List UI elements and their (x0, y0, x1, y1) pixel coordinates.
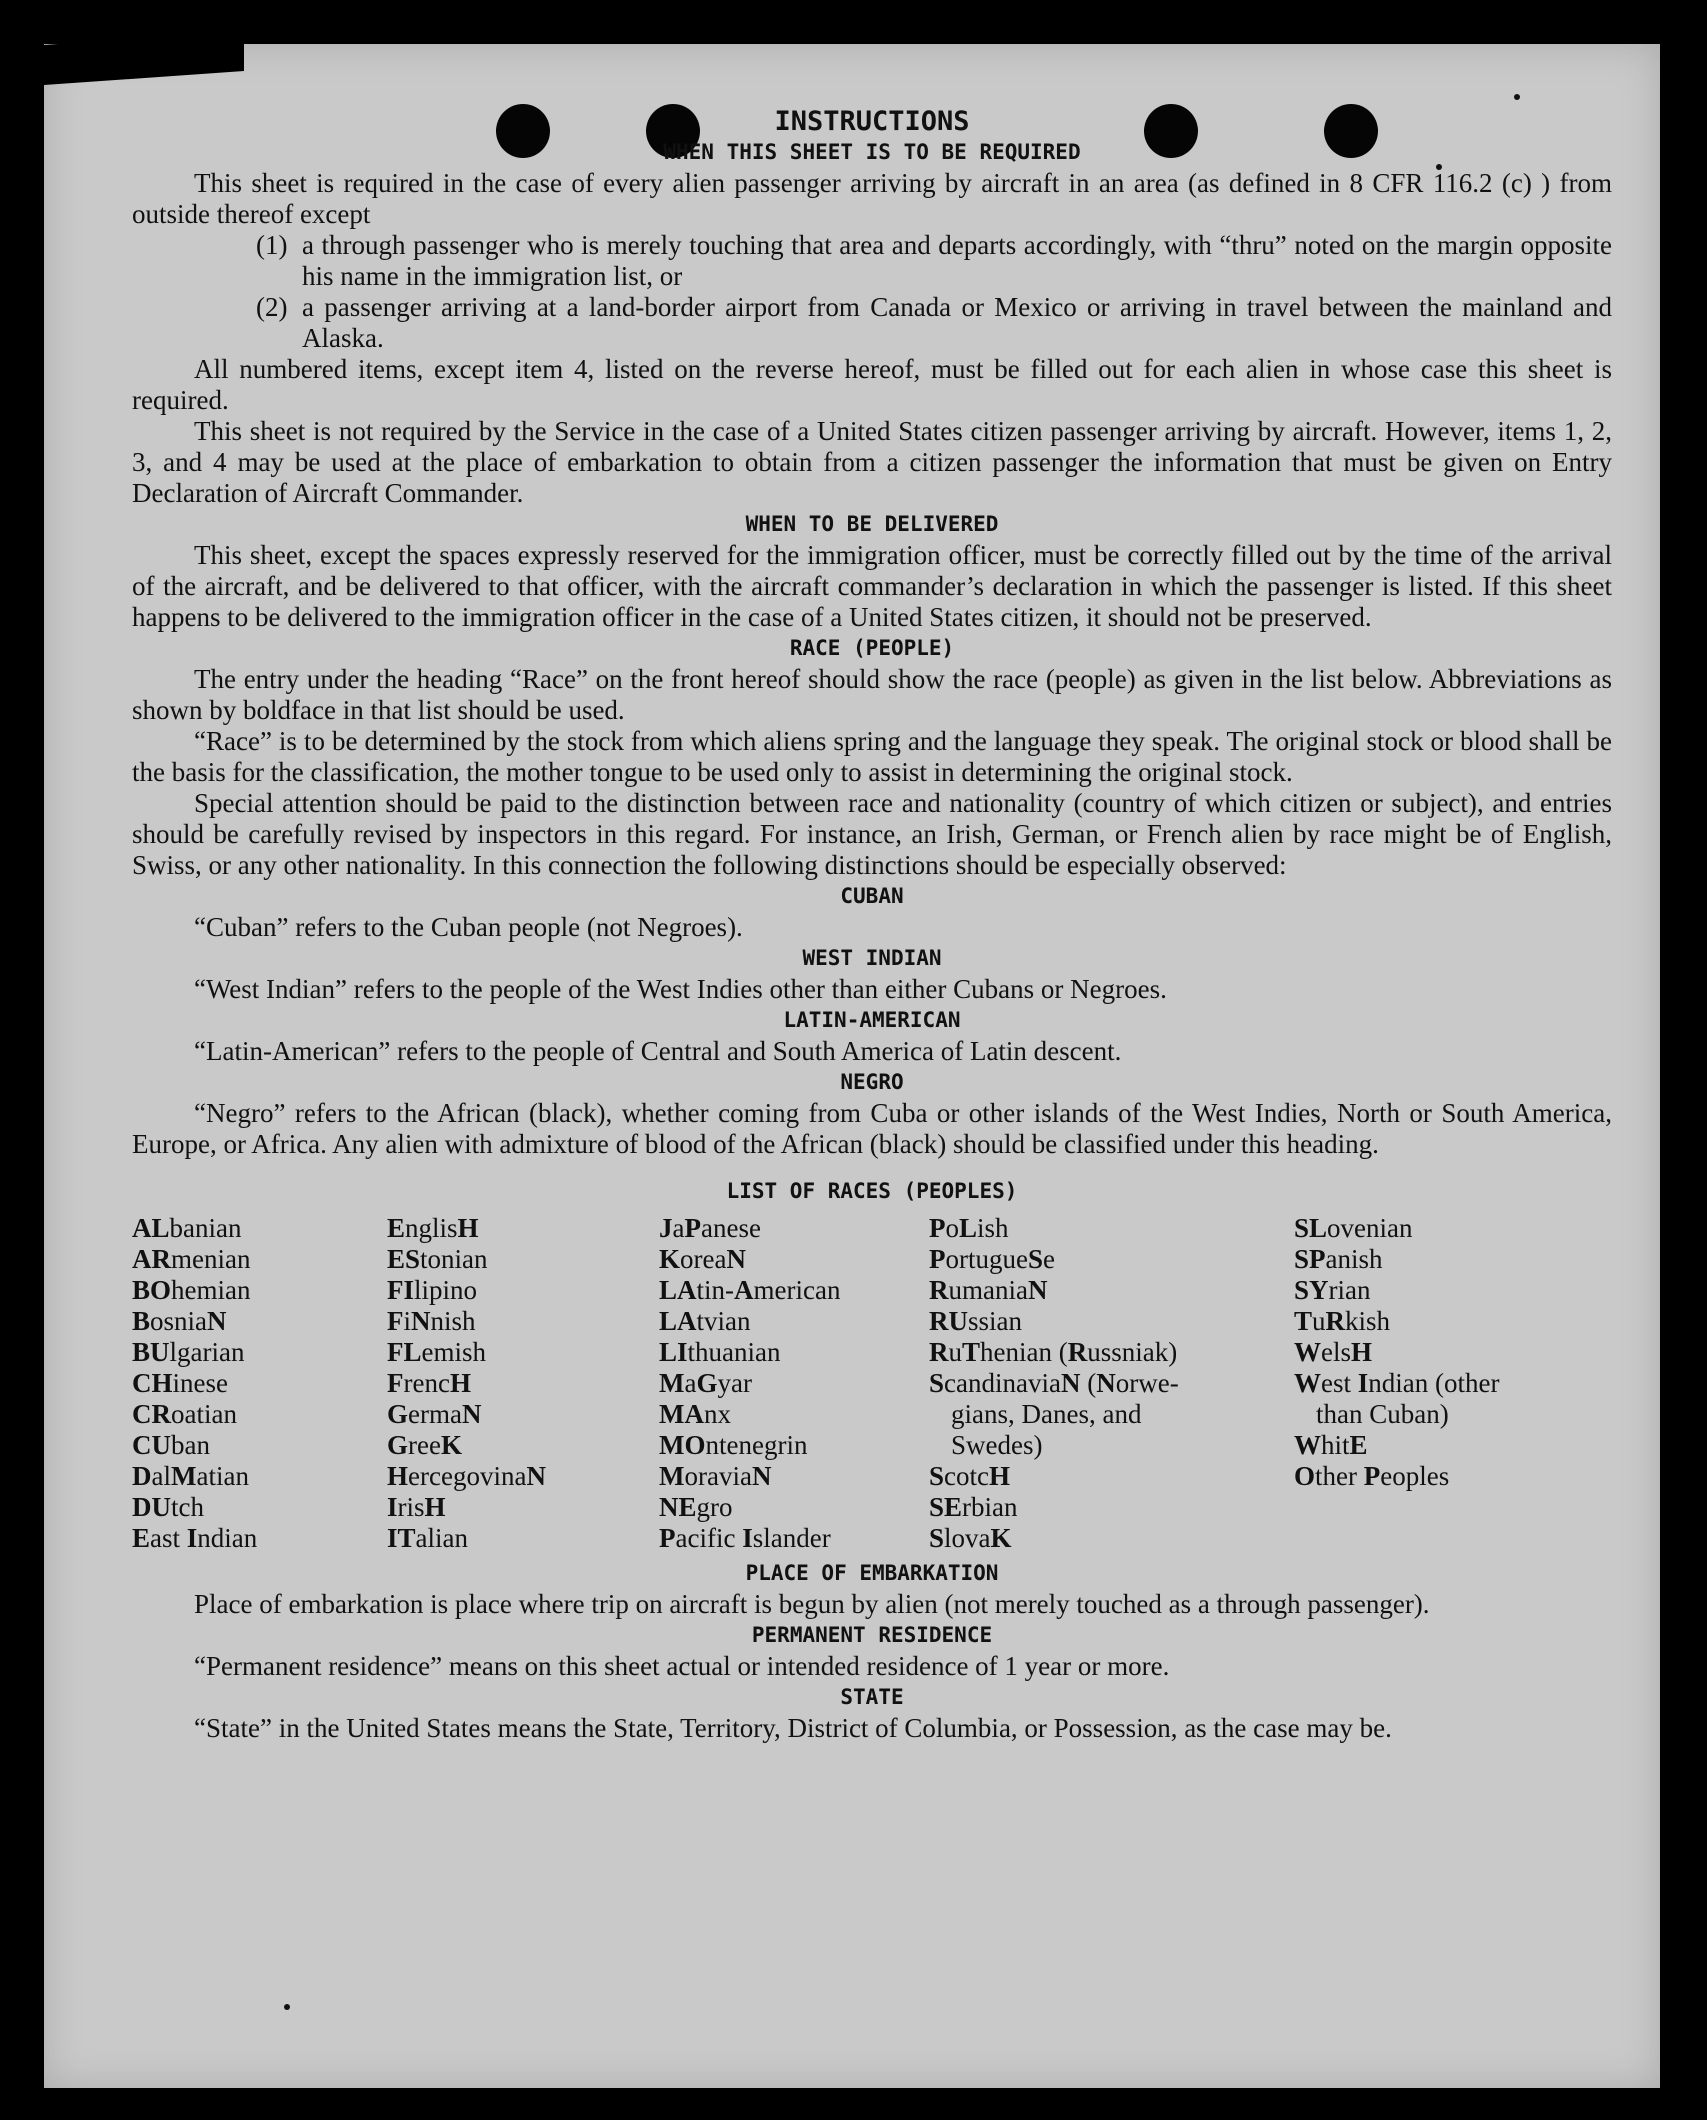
definition-cuban: “Cuban” refers to the Cuban people (not Negroes). (194, 912, 743, 942)
races-column (659, 1213, 929, 1554)
race-entry: GermaN (387, 1399, 482, 1429)
race-entry-continued: than Cuban) (1316, 1399, 1449, 1429)
item-number: (2) (256, 292, 288, 322)
paragraph-race-entry: The entry under the heading “Race” on the front hereof should show the race (people) as given in the list below. Abbreviations as shown by boldface in that list should be used. (132, 664, 1612, 725)
paragraph-race-nationality: Special attention should be paid to the distinction between race and nationality (country of which citizen or subject), and entries should be carefully revised by inspectors in this regard. For instance, an Irish, German, or French alien by race might be of English, Swiss, or any other nationality. In this connection the following distinctions should be especially observed: (132, 788, 1612, 880)
race-entry: DalMatian (132, 1461, 249, 1491)
race-entry: CHinese (132, 1368, 228, 1398)
race-entry: WelsH (1294, 1337, 1373, 1367)
race-entry: Pacific Islander (659, 1523, 831, 1553)
heading-west-indian: WEST INDIAN (802, 946, 942, 970)
speck (1514, 94, 1520, 100)
race-entry: RuThenian (Russniak) (929, 1337, 1178, 1367)
race-entry: WhitE (1294, 1430, 1368, 1460)
race-entry: DUtch (132, 1492, 204, 1522)
definition-west-indian: “West Indian” refers to the people of the West Indies other than either Cubans or Negroes. (194, 974, 1167, 1004)
race-entry: Other Peoples (1294, 1461, 1450, 1491)
race-entry: SPanish (1294, 1244, 1383, 1274)
race-entry: LAtin-American (659, 1275, 841, 1305)
paragraph-citizen: This sheet is not required by the Service in the case of a United States citizen passenger arriving by aircraft. However, items 1, 2, 3, and 4 may be used at the place of embarkation to obtain from a citizen passenger the information that must be given on Entry Declaration of Aircraft Commander. (132, 416, 1612, 508)
race-entry: FrencH (387, 1368, 471, 1398)
paragraph-required: This sheet is required in the case of every alien passenger arriving by aircraft in an area (as defined in 8 CFR 116.2 (c) ) from outside thereof except (132, 168, 1612, 229)
title-instructions: INSTRUCTIONS (774, 106, 970, 137)
race-entry: MoraviaN (659, 1461, 772, 1491)
race-entry: CRoatian (132, 1399, 237, 1429)
races-column (929, 1213, 1294, 1554)
heading-when-required: WHEN THIS SHEET IS TO BE REQUIRED (663, 140, 1081, 164)
race-entry: FiNnish (387, 1306, 476, 1336)
race-entry: SLovenian (1294, 1213, 1413, 1243)
instructions-body (132, 104, 1612, 1744)
race-entry: ITalian (387, 1523, 469, 1553)
heading-list-of-races: LIST OF RACES (PEOPLES) (726, 1179, 1018, 1203)
race-entry: GreeK (387, 1430, 462, 1460)
race-entry: MaGyar (659, 1368, 752, 1398)
item-text: a passenger arriving at a land-border airport from Canada or Mexico or arriving in travel between the mainland and Alaska. (302, 292, 1612, 353)
exception-item-2 (132, 292, 1612, 354)
race-entry: West Indian (other (1294, 1368, 1500, 1398)
race-entry: TuRkish (1294, 1306, 1391, 1336)
heading-latin-american: LATIN-AMERICAN (783, 1008, 961, 1032)
race-entry: EnglisH (387, 1213, 479, 1243)
race-entry: EStonian (387, 1244, 488, 1274)
race-entry: East Indian (132, 1523, 258, 1553)
race-entry: SYrian (1294, 1275, 1371, 1305)
race-entry: HercegovinaN (387, 1461, 546, 1491)
races-list (132, 1213, 1612, 1554)
item-number: (1) (256, 230, 288, 260)
race-entry: CUban (132, 1430, 210, 1460)
races-column (1294, 1213, 1604, 1554)
races-column (387, 1213, 659, 1554)
race-entry-continued: Swedes) (951, 1430, 1043, 1460)
paragraph-residence: “Permanent residence” means on this sheet actual or intended residence of 1 year or more. (194, 1651, 1170, 1681)
race-entry: JaPanese (659, 1213, 761, 1243)
race-entry: IrisH (387, 1492, 446, 1522)
heading-cuban: CUBAN (840, 884, 904, 908)
race-entry: BosniaN (132, 1306, 227, 1336)
race-entry: LIthuanian (659, 1337, 781, 1367)
race-entry: ARmenian (132, 1244, 251, 1274)
document-page (44, 44, 1660, 2088)
exception-item-1 (132, 230, 1612, 292)
heading-negro: NEGRO (840, 1070, 904, 1094)
race-entry: BOhemian (132, 1275, 251, 1305)
heading-race: RACE (PEOPLE) (789, 636, 955, 660)
race-entry: FLemish (387, 1337, 487, 1367)
paragraph-delivered: This sheet, except the spaces expressly reserved for the immigration officer, must be correctly filled out by the time of the arrival of the aircraft, and be delivered to that officer, with the aircraft commander’s declaration in which the passenger is listed. If this sheet happens to be delivered to the immigration officer in the case of a United States citizen, it should not be preserved. (132, 540, 1612, 632)
race-entry: LAtvian (659, 1306, 751, 1336)
race-entry: SErbian (929, 1492, 1018, 1522)
race-entry: MAnx (659, 1399, 731, 1429)
definition-negro: “Negro” refers to the African (black), whether coming from Cuba or other islands of the West Indies, North or South America, Europe, or Africa. Any alien with admixture of blood of the African (black) should be classified under this heading. (132, 1098, 1612, 1159)
race-entry: ScandinaviaN (Norwe- (929, 1368, 1179, 1398)
race-entry: ALbanian (132, 1213, 242, 1243)
speck (284, 2004, 290, 2010)
heading-permanent-residence: PERMANENT RESIDENCE (751, 1623, 993, 1647)
race-entry: KoreaN (659, 1244, 746, 1274)
paragraph-race-stock: “Race” is to be determined by the stock from which aliens spring and the language they speak. The original stock or blood shall be the basis for the classification, the mother tongue to be used only to assist in determining the original stock. (132, 726, 1612, 787)
race-entry: PortugueSe (929, 1244, 1055, 1274)
torn-corner (44, 44, 244, 85)
race-entry: FIlipino (387, 1275, 478, 1305)
heading-place-of-embarkation: PLACE OF EMBARKATION (745, 1561, 999, 1585)
races-column (132, 1213, 387, 1554)
definition-latin-american: “Latin-American” refers to the people of Central and South America of Latin descent. (194, 1036, 1122, 1066)
race-entry: RUssian (929, 1306, 1022, 1336)
paragraph-state: “State” in the United States means the State, Territory, District of Columbia, or Possession, as the case may be. (194, 1713, 1392, 1743)
race-entry: ScotcH (929, 1461, 1011, 1491)
race-entry: SlovaK (929, 1523, 1012, 1553)
race-entry: BUlgarian (132, 1337, 245, 1367)
race-entry: PoLish (929, 1213, 1009, 1243)
race-entry-continued: gians, Danes, and (951, 1399, 1142, 1429)
paragraph-numbered-items: All numbered items, except item 4, listed on the reverse hereof, must be filled out for each alien in whose case this sheet is required. (132, 354, 1612, 415)
paragraph-embarkation: Place of embarkation is place where trip on aircraft is begun by alien (not merely touched as a through passenger). (194, 1589, 1430, 1619)
heading-when-delivered: WHEN TO BE DELIVERED (745, 512, 999, 536)
item-text: a through passenger who is merely touching that area and departs accordingly, with “thru” noted on the margin opposite his name in the immigration list, or (302, 230, 1612, 291)
heading-state: STATE (840, 1685, 904, 1709)
race-entry: NEgro (659, 1492, 733, 1522)
race-entry: MOntenegrin (659, 1430, 808, 1460)
race-entry: RumaniaN (929, 1275, 1048, 1305)
